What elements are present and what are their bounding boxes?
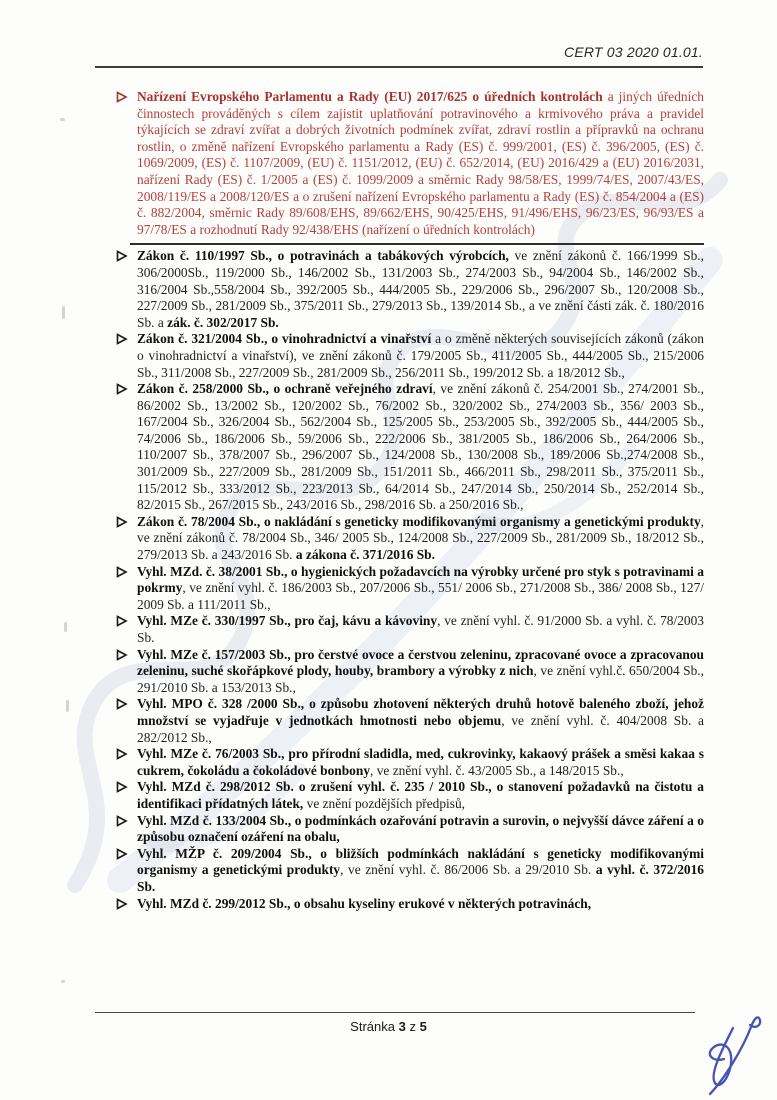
document-code: CERT 03 2020 01.01. [564, 44, 703, 60]
law-item [113, 331, 704, 381]
law-title-end: a vyhl. č. 372/2016 Sb. [137, 862, 704, 894]
scan-speck [61, 980, 65, 983]
law-text: , ve znění vyhl. č. 91/2000 Sb. a vyhl. č. 78/2003 Sb. [137, 613, 704, 645]
law-title: Vyhl. MZe č. 76/2003 Sb., pro přírodní sladidla, med, cukrovinky, kakaový prášek a směsi kakaa s cukrem, čokoládu a čokoládové bonbony [137, 746, 704, 778]
law-item [113, 696, 704, 746]
signature-mark-icon [683, 1000, 771, 1096]
footer-separator: z [409, 1019, 416, 1034]
arrowhead-bullet-icon [116, 781, 128, 798]
footer-prefix: Stránka [350, 1019, 395, 1034]
law-text: ve znění zákonů č. 166/1999 Sb., 306/2000Sb., 119/2000 Sb., 146/2002 Sb., 131/2003 Sb., 274/2003 Sb., 94/2004 Sb., 146/2002 Sb., 316/2004 Sb.,558/2004 Sb., 392/2005 Sb., 444/2005 Sb., 229/2006 Sb., 296/2007 Sb., 120/2008 Sb., 227/2009 Sb., 281/2009 Sb., 375/2011 Sb., 279/2013 Sb., 139/2014 Sb., a ve znění části zák. č. 180/2016 Sb. a [137, 248, 705, 330]
law-title: Zákon č. 258/2000 Sb., o ochraně veřejného zdraví [137, 381, 433, 397]
law-title: Vyhl. MPO č. 328 /2000 Sb., o způsobu zhotovení některých druhů hotově baleného zboží, jehož množství se vyjadřuje v jednotkách hmotnosti nebo objemu [137, 696, 704, 728]
law-title: Vyhl. MZd č. 299/2012 Sb., o obsahu kyseliny erukové v některých potravinách, [137, 895, 592, 911]
law-item [113, 381, 704, 514]
regulation-item [113, 89, 704, 238]
arrowhead-bullet-icon [116, 848, 128, 865]
law-title: Zákon č. 110/1997 Sb., o potravinách a tabákových výrobcích, [137, 248, 509, 264]
law-title: Vyhl. MZd č. 298/2012 Sb. o zrušení vyhl. č. 235 / 2010 Sb., o stanovení požadavků na čistotu a identifikaci přídatných látek, [137, 779, 704, 811]
law-item [113, 564, 704, 614]
arrowhead-bullet-icon [116, 333, 128, 350]
law-text: , ve znění vyhl. č. 404/2008 Sb. a 282/2012 Sb., [137, 712, 704, 745]
law-item [113, 613, 704, 646]
scan-speck [64, 622, 67, 632]
arrowhead-bullet-icon [116, 250, 128, 267]
law-text: , ve znění vyhl. č. 186/2003 Sb., 207/2006 Sb., 551/ 2006 Sb., 271/2008 Sb., 386/ 2008 Sb., 127/ 2009 Sb. a 111/2011 Sb., [137, 580, 704, 612]
law-title: Zákon č. 321/2004 Sb., o vinohradnictví a vinařství [137, 331, 432, 347]
arrowhead-bullet-icon [116, 649, 128, 666]
arrowhead-bullet-icon [116, 698, 128, 715]
law-title-end: zák. č. 302/2017 Sb. [167, 314, 279, 330]
law-text: , ve znění vyhl. č. 86/2006 Sb. a 29/2010 Sb. [340, 862, 596, 878]
law-title: Vyhl. MZd č. 133/2004 Sb., o podmínkách ozařování potravin a surovin, o nejvyšší dávce záření a o způsobu označení ozáření na obalu, [137, 812, 704, 845]
arrowhead-bullet-icon [116, 91, 128, 108]
law-text: ve znění pozdějších předpisů, [303, 795, 466, 811]
law-item [113, 896, 704, 913]
law-text: , ve znění zákonů č. 78/2004 Sb., 346/ 2005 Sb., 124/2008 Sb., 227/2009 Sb., 281/2009 Sb., 18/2012 Sb., 279/2013 Sb. a 243/2016 Sb. [137, 513, 704, 563]
arrowhead-bullet-icon [116, 383, 128, 400]
law-item [113, 514, 704, 564]
law-text: , ve znění vyhl.č. 650/2004 Sb., 291/2010 Sb. a 153/2013 Sb., [137, 663, 705, 695]
arrowhead-bullet-icon [116, 615, 128, 632]
law-item [113, 647, 704, 697]
law-item [113, 846, 704, 896]
law-title: Vyhl. MZe č. 330/1997 Sb., pro čaj, kávu a kávoviny [137, 613, 438, 629]
law-item [113, 746, 704, 779]
arrowhead-bullet-icon [116, 898, 128, 915]
footer-rule [95, 1012, 695, 1013]
arrowhead-bullet-icon [116, 566, 128, 583]
arrowhead-bullet-icon [116, 516, 128, 533]
law-title: Vyhl. MŽP č. 209/2004 Sb., o bližších podmínkách nakládání s geneticky modifikovanými organismy a genetickými produkty [137, 845, 704, 878]
footer-page-number: 3 [398, 1019, 406, 1034]
page-footer [0, 1019, 777, 1034]
scan-speck [62, 306, 65, 319]
regulation-title: Nařízení Evropského Parlamentu a Rady (EU) 2017/625 o úředních kontrolách [137, 89, 603, 104]
law-item [113, 813, 704, 846]
arrowhead-bullet-icon [116, 748, 128, 765]
footer-total-pages: 5 [419, 1019, 427, 1034]
law-text: , ve znění vyhl. č. 43/2005 Sb., a 148/2015 Sb., [370, 762, 624, 778]
law-item [113, 248, 704, 331]
scan-speck [66, 700, 69, 712]
arrowhead-bullet-icon [116, 815, 128, 832]
law-text: a o změně některých souvisejících zákonů (zákon o vinohradnictví a vinařství), ve znění zákonů č. 179/2005 Sb., 411/2005 Sb., 444/2005 Sb., 215/2006 Sb., 311/2008 Sb., 227/2009 Sb., 281/2009 Sb., 256/2011 Sb., 199/2012 Sb. a 18/2012 Sb., [137, 331, 704, 380]
regulation-text: a jiných úředních činnostech prováděných s cílem zajistit uplatňování potravinového a krmivového práva a pravidel týkajících se zdraví zvířat a dobrých životních podmínek zvířat, zdraví rostlin a přípravků na ochranu rostlin, o změně nařízení Evropského parlamentu a Rady (ES) č. 999/2001, (ES) č. 396/2005, (ES) č. 1069/2009, (ES) č. 1107/2009, (EU) č. 1151/2012, (EU) č. 652/2014, (EU) 2016/429 a (EU) 2016/2031, nařízení Rady (ES) č. 1/2005 a (ES) č. 1099/2009 a směrnic Rady 98/58/ES, 1999/74/ES, 2007/43/ES, 2008/119/ES a 2008/120/ES a o zrušení nařízení Evropského parlamentu a Rady (ES) č. 854/2004 a (ES) č. 882/2004, směrnic Rady 89/608/EHS, 89/662/EHS, 90/425/EHS, 91/496/EHS, 96/23/ES, 96/93/ES a 97/78/ES a rozhodnutí Rady 92/438/EHS (nařízení o úředních kontrolách) [137, 89, 704, 237]
law-title: Vyhl. MZe č. 157/2003 Sb., pro čerstvé ovoce a čerstvou zeleninu, zpracované ovoce a zpracovanou zeleninu, suché skořápkové plody, houby, brambory a výrobky z nich [137, 646, 704, 679]
scan-speck [60, 118, 65, 121]
law-item [113, 779, 704, 812]
law-text: , ve znění zákonů č. 254/2001 Sb., 274/2001 Sb., 86/2002 Sb., 13/2002 Sb., 120/2002 Sb., 76/2002 Sb., 320/2002 Sb., 274/2003 Sb., 356/ 2003 Sb., 167/2004 Sb., 326/2004 Sb., 562/2004 Sb., 125/2005 Sb., 253/2005 Sb., 392/2005 Sb., 444/2005 Sb., 74/2006 Sb., 186/2006 Sb., 59/2006 Sb., 222/2006 Sb., 381/2005 Sb., 186/2006 Sb., 264/2006 Sb., 110/2007 Sb., 378/2007 Sb., 296/2007 Sb., 124/2008 Sb., 130/2008 Sb., 189/2006 Sb.,274/2008 Sb., 301/2009 Sb., 227/2009 Sb., 281/2009 Sb., 151/2011 Sb., 466/2011 Sb., 298/2011 Sb., 375/2011 Sb., 115/2012 Sb., 333/2012 Sb., 223/2013 Sb., 64/2014 Sb., 247/2014 Sb., 250/2014 Sb., 252/2014 Sb., 82/2015 Sb., 267/2015 Sb., 243/2016 Sb., 298/2016 Sb. a 250/2016 Sb., [137, 381, 704, 513]
law-title: Vyhl. MZd. č. 38/2001 Sb., o hygienických požadavcích na výrobky určené pro styk s potravinami a pokrmy [137, 563, 704, 596]
header-rule [95, 66, 703, 68]
document-body [113, 89, 704, 912]
law-title: Zákon č. 78/2004 Sb., o nakládání s geneticky modifikovanými organismy a genetickými produkty [137, 513, 701, 529]
law-title-end: a zákona č. 371/2016 Sb. [295, 547, 435, 563]
section-divider-rule [130, 243, 704, 245]
